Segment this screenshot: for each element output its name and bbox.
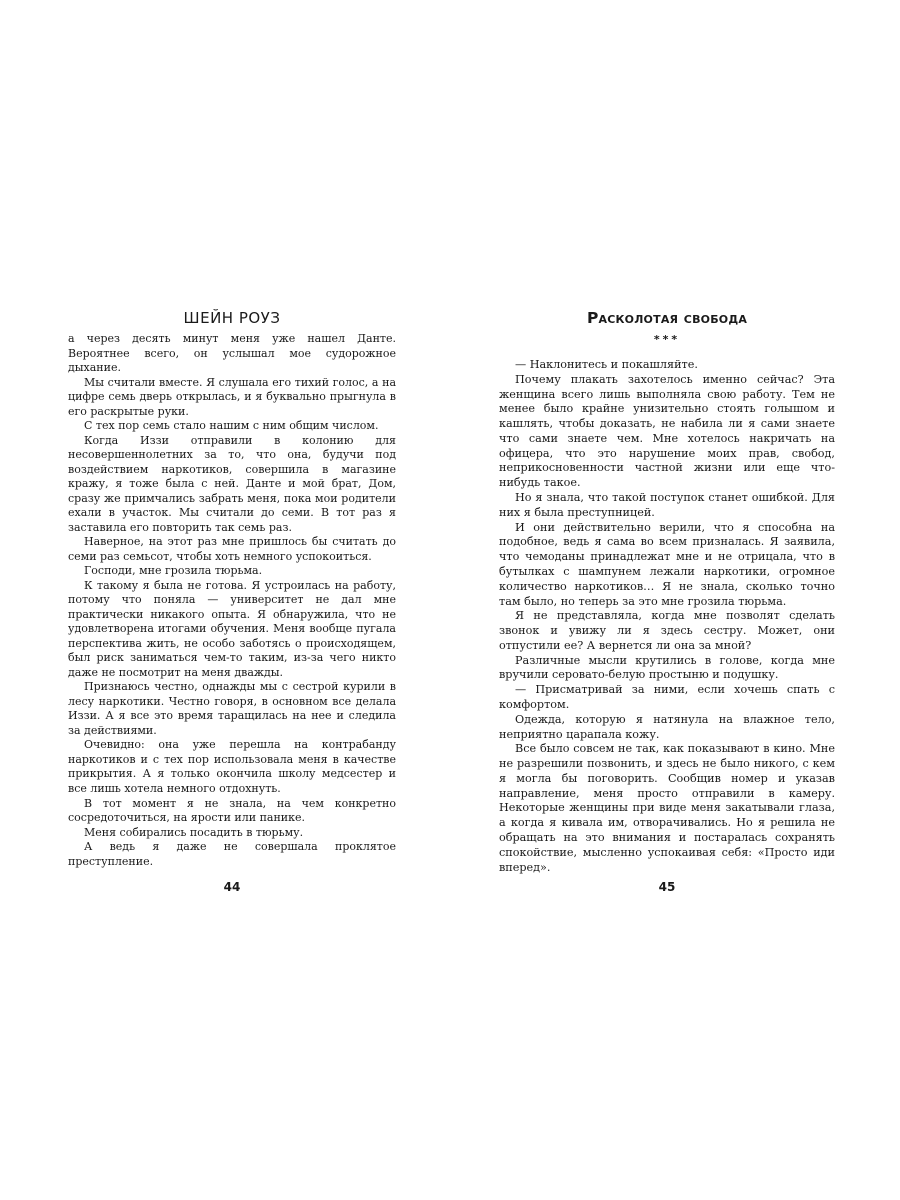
paragraph: Различные мысли крутились в голове, когда мне вручили серовато-белую простыню и подушку.	[499, 653, 835, 682]
paragraph: В тот момент я не знала, на чем конкретно сосредоточиться, на ярости или панике.	[68, 796, 396, 825]
paragraph: И они действительно верили, что я способна на подобное, ведь я сама во всем призналась. Я заявила, что чемоданы принадлежат мне и не отрицала, что в бутылках с шампунем лежали наркотики, огромное количество наркотиков… Я не знала, сколько точно там было, но теперь за это мне грозила тюрьма.	[499, 520, 835, 608]
paragraph: Признаюсь честно, однажды мы с сестрой курили в лесу наркотики. Честно говоря, в основном все делала Иззи. А я все это время таращилась на нее и следила за действиями.	[68, 680, 396, 737]
paragraph: — Наклонитесь и покашляйте.	[515, 358, 698, 371]
paragraph: Меня собирались посадить в тюрьму.	[84, 825, 304, 839]
running-head-author: ШЕЙН РОУЗ	[183, 309, 281, 327]
paragraph: Я не представляла, когда мне позволят сделать звонок и увижу ли я здесь сестру. Может, они отпустили ее? А вернется ли она за мной?	[499, 609, 835, 652]
left-page-text	[68, 332, 396, 869]
paragraph: Мы считали вместе. Я слушала его тихий голос, а на цифре семь дверь открылась, и я буквально прыгнула в его раскрытые руки.	[68, 375, 396, 418]
paragraph: Все было совсем не так, как показывают в кино. Мне не разрешили позвонить, и здесь не было никого, с кем я могла бы поговорить. Сообщив номер и указав направление, меня просто отправили в камеру. Некоторые женщины при виде меня закатывали глаза, а когда я кивала им, отворачивались. Но я решила не обращать на это внимания и постаралась сохранять спокойствие, мысленно успокаивая себя: «Просто иди вперед».	[499, 742, 835, 874]
paragraph: Когда Иззи отправили в колонию для несовершеннолетних за то, что она, будучи под воздействием наркотиков, совершила в магазине кражу, я тоже была с ней. Данте и мой брат, Дом, сразу же примчались забрать меня, пока мои родители ехали в участок. Мы считали до семи. В тот раз я заставила его повторить так семь раз.	[68, 433, 396, 534]
running-head-title: Расколотая свобода	[586, 309, 748, 327]
paragraph: К такому я была не готова. Я устроилась на работу, потому что поняла — университет не дал мне практически никакого опыта. Я обнаружила, что не удовлетворена итогами обучения. Меня вообще пугала перспектива жить, не особо заботясь о происходящем, был риск заниматься чем-то таким, из-за чего никто даже не посмотрит на меня дважды.	[68, 578, 396, 679]
paragraph: а через десять минут меня уже нашел Данте. Вероятнее всего, он услышал мое судорожное дыхание.	[68, 332, 396, 375]
paragraph: Господи, мне грозила тюрьма.	[84, 564, 263, 578]
page-number: 44	[223, 880, 241, 894]
paragraph: Очевидно: она уже перешла на контрабанду наркотиков и с тех пор использовала меня в качестве прикрытия. А я только окончила школу медсестер и все лишь хотела немного отдохнуть.	[68, 738, 396, 795]
paragraph: Одежда, которую я натянула на влажное тело, неприятно царапала кожу.	[499, 712, 835, 741]
paragraph: Почему плакать захотелось именно сейчас? Эта женщина всего лишь выполняла свою работу. Тем не менее было крайне унизительно стоять голышом и кашлять, чтобы доказать, не набила ли я сами знаете что сами знаете чем. Мне хотелось накричать на офицера, что это нарушение моих прав, свобод, неприкосновенности частной жизни или еще что-нибудь такое.	[499, 372, 835, 490]
paragraph: А ведь я даже не совершала проклятое преступление.	[68, 840, 396, 868]
scene-break: ***	[653, 333, 681, 346]
paragraph: Наверное, на этот раз мне пришлось бы считать до семи раз семьсот, чтобы хоть немного успокоиться.	[68, 535, 396, 563]
paragraph: — Присматривай за ними, если хочешь спать с комфортом.	[499, 683, 835, 711]
right-page	[499, 308, 835, 894]
paragraph: Но я знала, что такой поступок станет ошибкой. Для них я была преступницей.	[499, 491, 835, 519]
page-number: 45	[658, 880, 676, 894]
right-page-text	[499, 358, 835, 875]
left-page	[68, 308, 396, 894]
paragraph: С тех пор семь стало нашим с ним общим числом.	[84, 419, 379, 433]
